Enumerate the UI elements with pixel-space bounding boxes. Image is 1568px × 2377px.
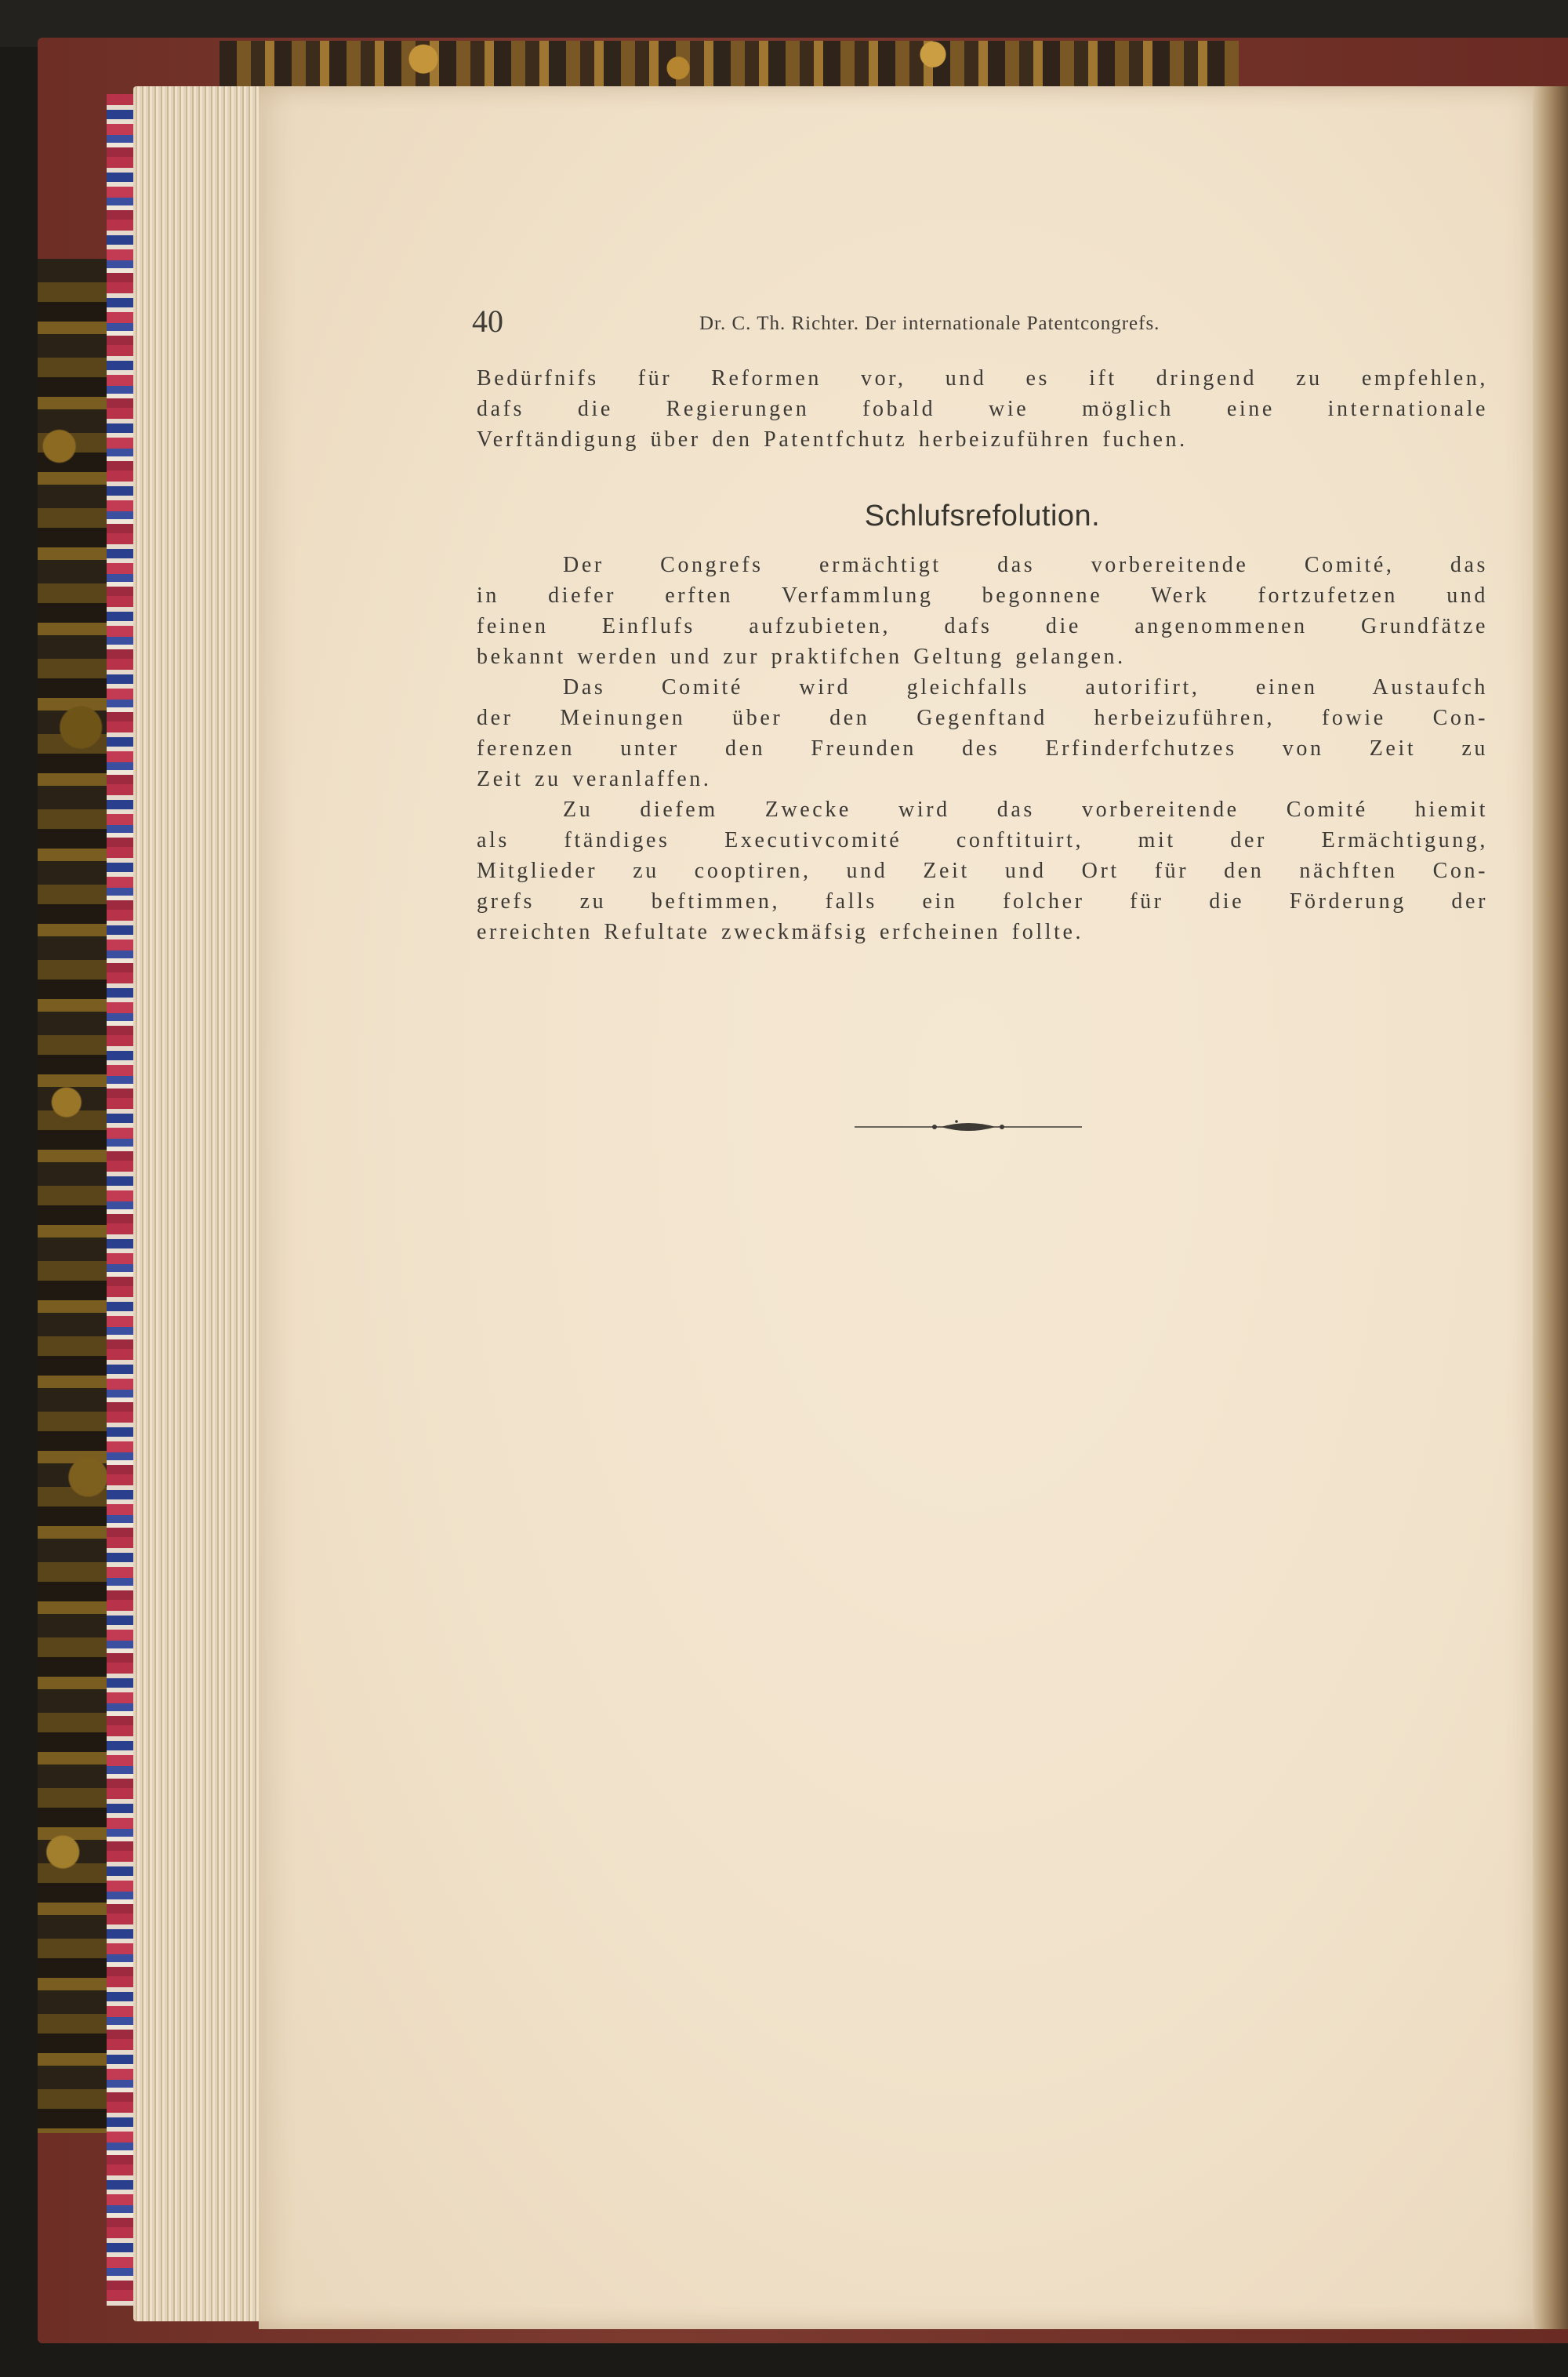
running-head: Dr. C. Th. Richter. Der internationale Patentcongrefs. [699,313,1160,334]
intro-paragraph [477,363,1488,455]
marbled-flyleaf [38,259,110,2133]
right-page-edge [1533,86,1568,2329]
text-line: Bedürfnifs für Reformen vor, und es ift dringend zu empfehlen, [477,366,1488,391]
text-line: Der Congrefs ermächtigt das vorbereitende Comité, das [563,553,1488,577]
text-line: Mitglieder zu cooptiren, und Zeit und Ort für den nächften Con- [477,859,1488,883]
text-line: als ftändiges Executivcomité conftituirt, mit der Ermächtigung, [477,828,1488,852]
resolution-text [477,550,1488,947]
text-line: in diefer erften Verfammlung begonnene Werk fortzufetzen und [477,583,1488,608]
text-line: grefs zu beftimmen, falls ein folcher für die Förderung der [477,889,1488,914]
text-line: feinen Einflufs aufzubieten, dafs die angenommenen Grundfätze [477,614,1488,638]
text-line: Zeit zu veranlaffen. [477,767,712,791]
page-number: 40 [472,303,503,339]
text-line: erreichten Refultate zweckmäfsig erfcheinen follte. [477,920,1084,944]
marbled-top-edge [220,41,1239,86]
section-title: Schlufsrefolution. [864,500,1101,532]
text-line: ferenzen unter den Freunden des Erfinderfchutzes von Zeit zu [477,736,1488,761]
text-line: dafs die Regierungen fobald wie möglich eine internationale [477,397,1488,421]
text-line: Zu diefem Zwecke wird das vorbereitende Comité hiemit [563,798,1488,822]
text-line: der Meinungen über den Gegenftand herbeizuführen, fowie Con- [477,706,1488,730]
text-line: Das Comité wird gleichfalls autorifirt, einen Austaufch [563,675,1488,700]
text-line: bekannt werden und zur praktifchen Geltung gelangen. [477,645,1126,669]
text-line: Verftändigung über den Patentfchutz herbeizuführen fuchen. [477,427,1188,452]
section-end-ornament-icon [855,1118,1082,1136]
page-header [472,302,1488,341]
